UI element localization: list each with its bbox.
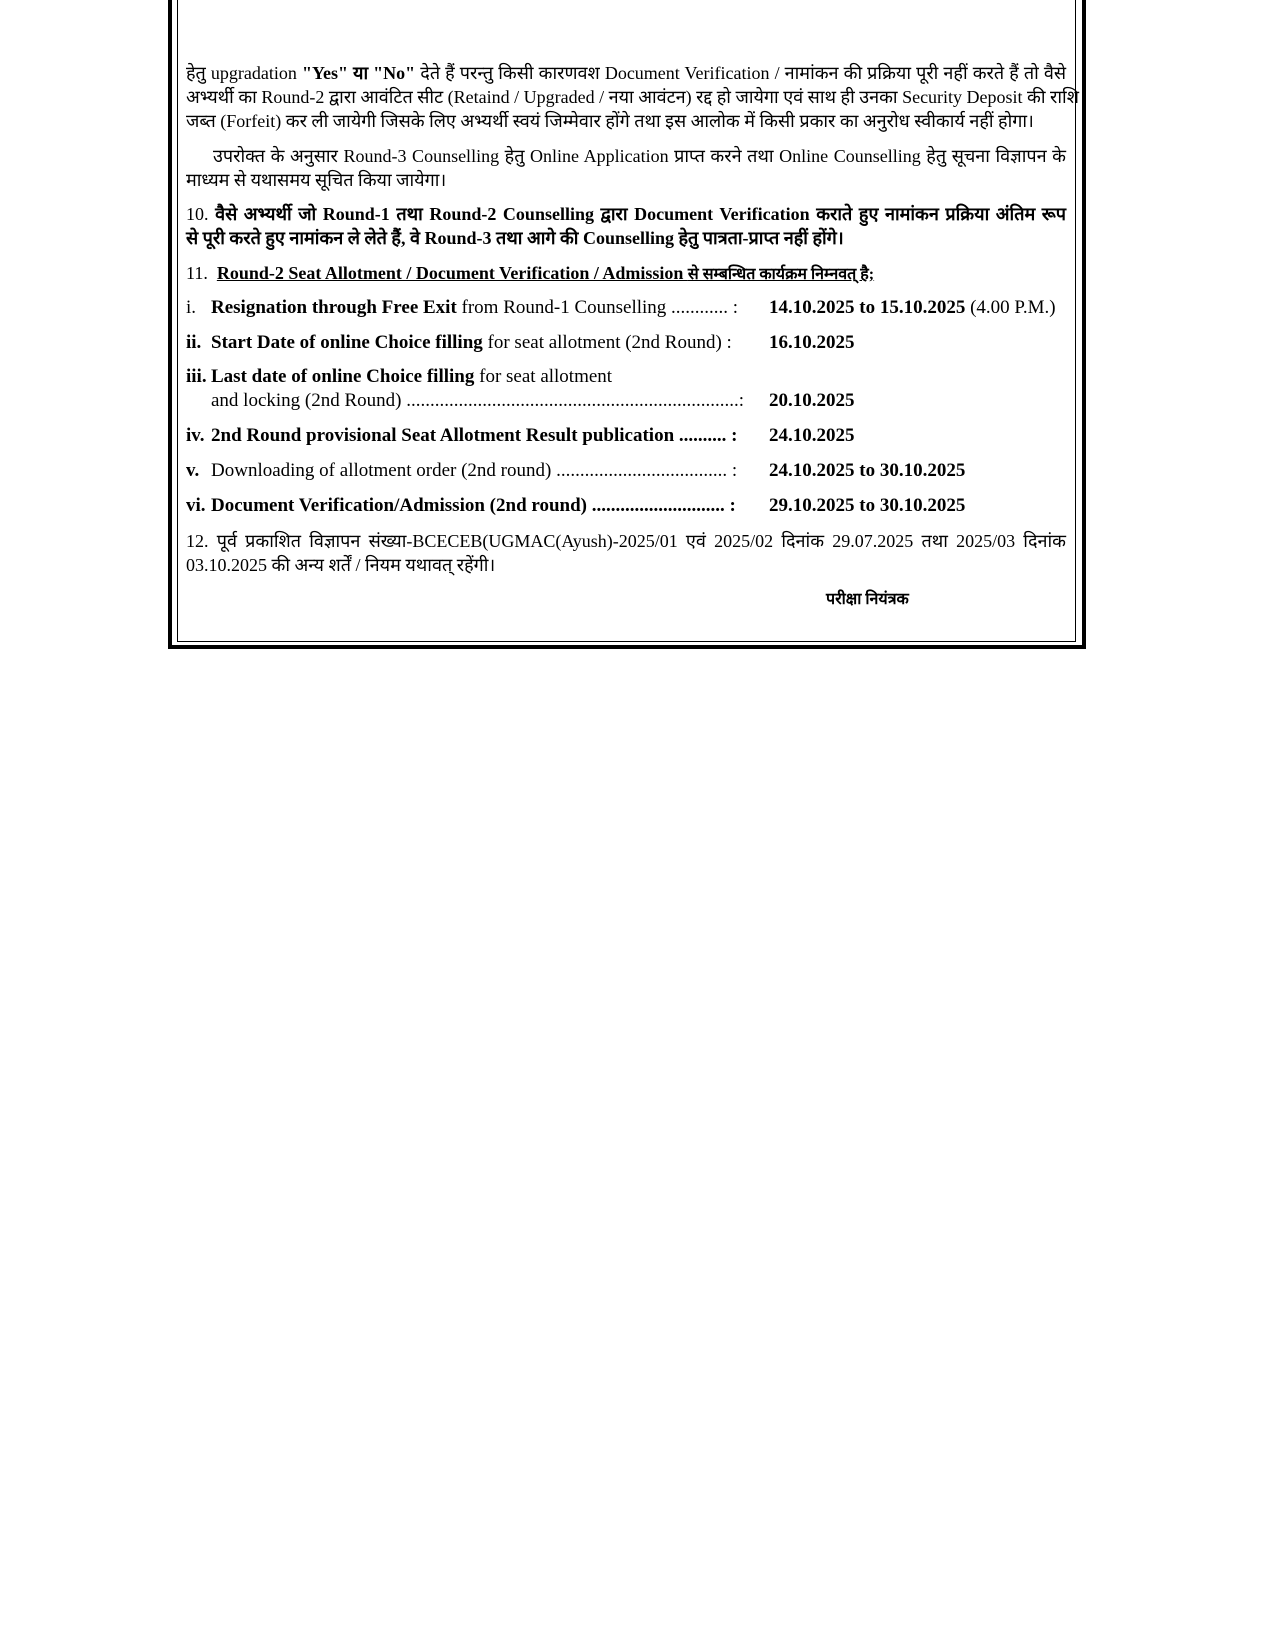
- schedule-row-continuation: [186, 390, 1066, 412]
- item-number: 10.: [186, 204, 209, 224]
- para-a-line-3: जब्त (Forfeit) कर ली जायेगी जिसके लिए अभ्यर्थी स्वयं जिम्मेवार होंगे तथा इस आलोक में किसी प्रकार का अनुरोध स्वीकार्य नहीं होगा।: [186, 111, 1034, 131]
- row-label: from Round-1 Counselling ............ :: [456, 297, 739, 318]
- row-label: Downloading of allotment order (2nd round) .................................... :: [211, 460, 738, 481]
- row-label: for seat allotment (2nd Round) :: [482, 332, 732, 353]
- row-label: for seat allotment: [474, 366, 613, 387]
- schedule-row: [186, 297, 1066, 319]
- row-date-note: (4.00 P.M.): [965, 297, 1056, 318]
- row-label-bold: Last date of online Choice filling: [211, 366, 475, 387]
- row-number: iii.: [186, 366, 207, 387]
- row-date: 24.10.2025: [769, 425, 855, 446]
- item-10-line-1: [186, 203, 1066, 225]
- para-b-line-2: माध्यम से यथासमय सूचित किया जायेगा।: [186, 170, 447, 190]
- row-label-bold: 2nd Round provisional Seat Allotment Result publication .......... :: [211, 425, 738, 446]
- item-11-heading: [186, 262, 1066, 286]
- row-number: ii.: [186, 332, 202, 353]
- row-date: 14.10.2025 to 15.10.2025: [769, 297, 966, 318]
- row-number: v.: [186, 460, 200, 481]
- row-number: i.: [186, 297, 197, 318]
- row-date: 20.10.2025: [769, 390, 855, 411]
- text: देते हैं परन्तु किसी कारणवश Document Verification / नामांकन की प्रक्रिया पूरी नहीं करते हैं तो वैसे: [415, 63, 1067, 83]
- schedule-title-suffix: से सम्बन्धित कार्यक्रम निम्नवत् है;: [687, 266, 875, 283]
- item-number: 12.: [186, 531, 209, 551]
- text: हेतु upgradation: [186, 63, 302, 83]
- item-12-line-2: 03.10.2025 की अन्य शर्तें / नियम यथावत् रहेंगी।: [186, 555, 496, 575]
- row-number: vi.: [186, 495, 206, 516]
- row-date: 16.10.2025: [769, 332, 855, 353]
- row-number: iv.: [186, 425, 205, 446]
- item-12-line-1: [186, 530, 1066, 552]
- item-10-line-2: से पूरी करते हुए नामांकन ले लेते हैं, वे Round-3 तथा आगे की Counselling हेतु पात्रता-प्राप्त नहीं होंगे।: [186, 228, 844, 248]
- text-bold: "Yes" या "No": [301, 63, 416, 83]
- text: वैसे अभ्यर्थी जो Round-1 तथा Round-2 Counselling द्वारा Document Verification कराते हुए नामांकन प्रक्रिया अंतिम रूप: [215, 204, 1066, 224]
- row-date: 24.10.2025 to 30.10.2025: [769, 460, 966, 481]
- signature-controller-of-examinations: परीक्षा नियंत्रक: [826, 591, 909, 608]
- schedule-row: [186, 332, 1066, 354]
- row-label: and locking (2nd Round) ......................................................................:: [211, 390, 745, 411]
- text: पूर्व प्रकाशित विज्ञापन संख्या-BCECEB(UGMAC(Ayush)-2025/01 एवं 2025/02 दिनांक 29.07.2025 तथा 2025/03 दिनांक: [216, 531, 1066, 551]
- row-label-bold: Document Verification/Admission (2nd round) ............................ :: [211, 495, 736, 516]
- schedule-row: [186, 366, 1066, 388]
- para-a-line-2: अभ्यर्थी का Round-2 द्वारा आवंटित सीट (Retaind / Upgraded / नया आवंटन) रद्द हो जायेगा एवं साथ ही उनका Security Deposit की राशि: [186, 87, 1079, 107]
- para-a-line-1: [186, 62, 1066, 84]
- para-b-line-1: उपरोक्त के अनुसार Round-3 Counselling हेतु Online Application प्राप्त करने तथा Online Counselling हेतु सूचना विज्ञापन के: [213, 146, 1066, 166]
- schedule-row: [186, 495, 1066, 517]
- row-label-bold: Start Date of online Choice filling: [211, 332, 483, 353]
- item-number: 11.: [186, 263, 208, 283]
- schedule-title: Round-2 Seat Allotment / Document Verification / Admission: [216, 263, 688, 283]
- row-date: 29.10.2025 to 30.10.2025: [769, 495, 966, 516]
- schedule-row: [186, 460, 1066, 482]
- row-label-bold: Resignation through Free Exit: [211, 297, 457, 318]
- schedule-row: [186, 425, 1066, 447]
